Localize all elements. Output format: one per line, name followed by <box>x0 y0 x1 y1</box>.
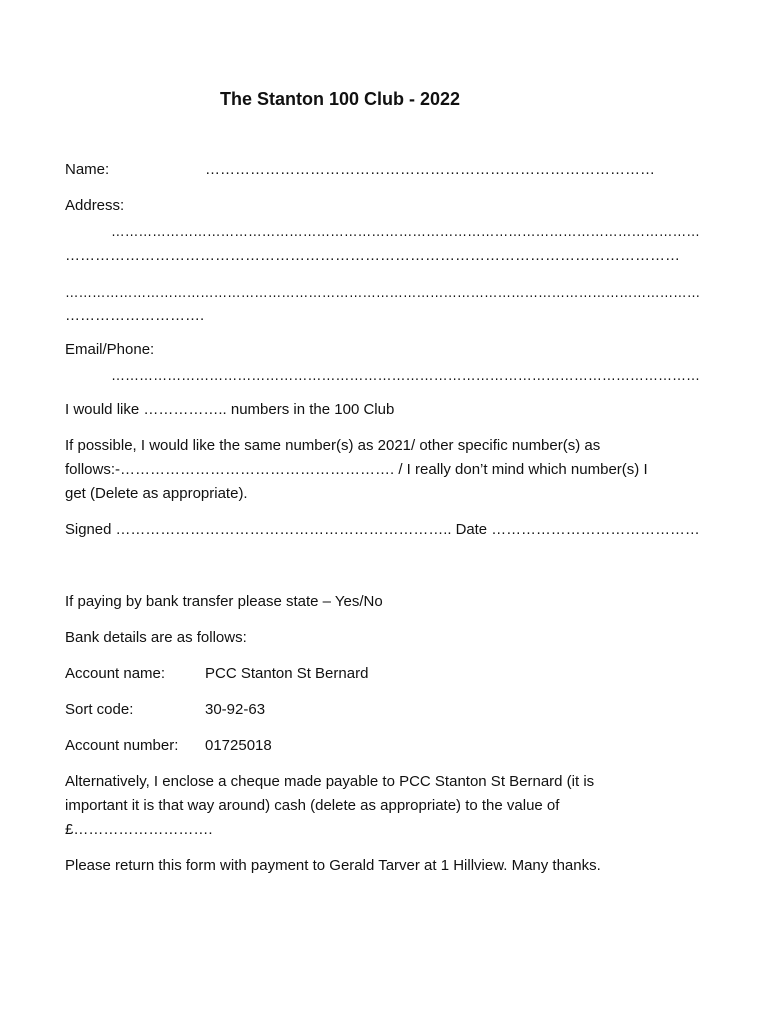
address-field-line-3[interactable]: …………………………………………………………………………………………………………………………… <box>65 284 701 301</box>
form-title <box>65 86 685 112</box>
same-numbers-line-2[interactable]: follows:-………………………………………………. / I really don’t mind which number(s) I <box>65 461 648 478</box>
same-numbers-line-1: If possible, I would like the same number(s) as 2021/ other specific number(s) as <box>65 437 601 454</box>
address-field-line-1[interactable]: ………………………………………………………………………………………………………………… <box>111 223 700 240</box>
signed-date-line[interactable]: Signed ………………………………………………………….. Date …………………………………… <box>65 521 700 538</box>
account-number-row <box>65 734 272 758</box>
email-phone-label: Email/Phone: <box>65 341 155 358</box>
account-name-label: Account name: <box>65 665 166 682</box>
sort-code-row <box>65 698 266 722</box>
email-phone-field[interactable]: ……………………………………………………………………………………………………………… <box>111 367 701 384</box>
bank-details-intro: Bank details are as follows: <box>65 629 247 646</box>
account-name-row <box>65 662 369 686</box>
same-numbers-line-3: get (Delete as appropriate). <box>65 485 248 502</box>
name-row <box>65 158 655 182</box>
account-number-label: Account number: <box>65 737 179 754</box>
cheque-line-2: important it is that way around) cash (delete as appropriate) to the value of <box>65 797 560 814</box>
name-label: Name: <box>65 161 110 178</box>
address-label: Address: <box>65 197 125 214</box>
return-instructions: Please return this form with payment to Gerald Tarver at 1 Hillview. Many thanks. <box>65 857 601 874</box>
numbers-line[interactable]: I would like …………….. numbers in the 100 Club <box>65 401 395 418</box>
sort-code-value: 30-92-63 <box>205 701 266 718</box>
sort-code-label: Sort code: <box>65 701 134 718</box>
form-title-text: The Stanton 100 Club - 2022 <box>219 89 461 109</box>
address-field-line-4[interactable]: ………………………. <box>65 307 205 324</box>
name-field[interactable]: ……………………………………………………………………………… <box>205 161 655 178</box>
cheque-line-1: Alternatively, I enclose a cheque made payable to PCC Stanton St Bernard (it is <box>65 773 595 790</box>
account-name-value: PCC Stanton St Bernard <box>205 665 369 682</box>
address-field-line-2[interactable]: …………………………………………………………………………………………………………… <box>65 247 680 264</box>
account-number-value: 01725018 <box>205 737 272 754</box>
cheque-amount-field[interactable]: £………………………. <box>65 821 213 838</box>
bank-transfer-question[interactable]: If paying by bank transfer please state – Yes/No <box>65 593 383 610</box>
